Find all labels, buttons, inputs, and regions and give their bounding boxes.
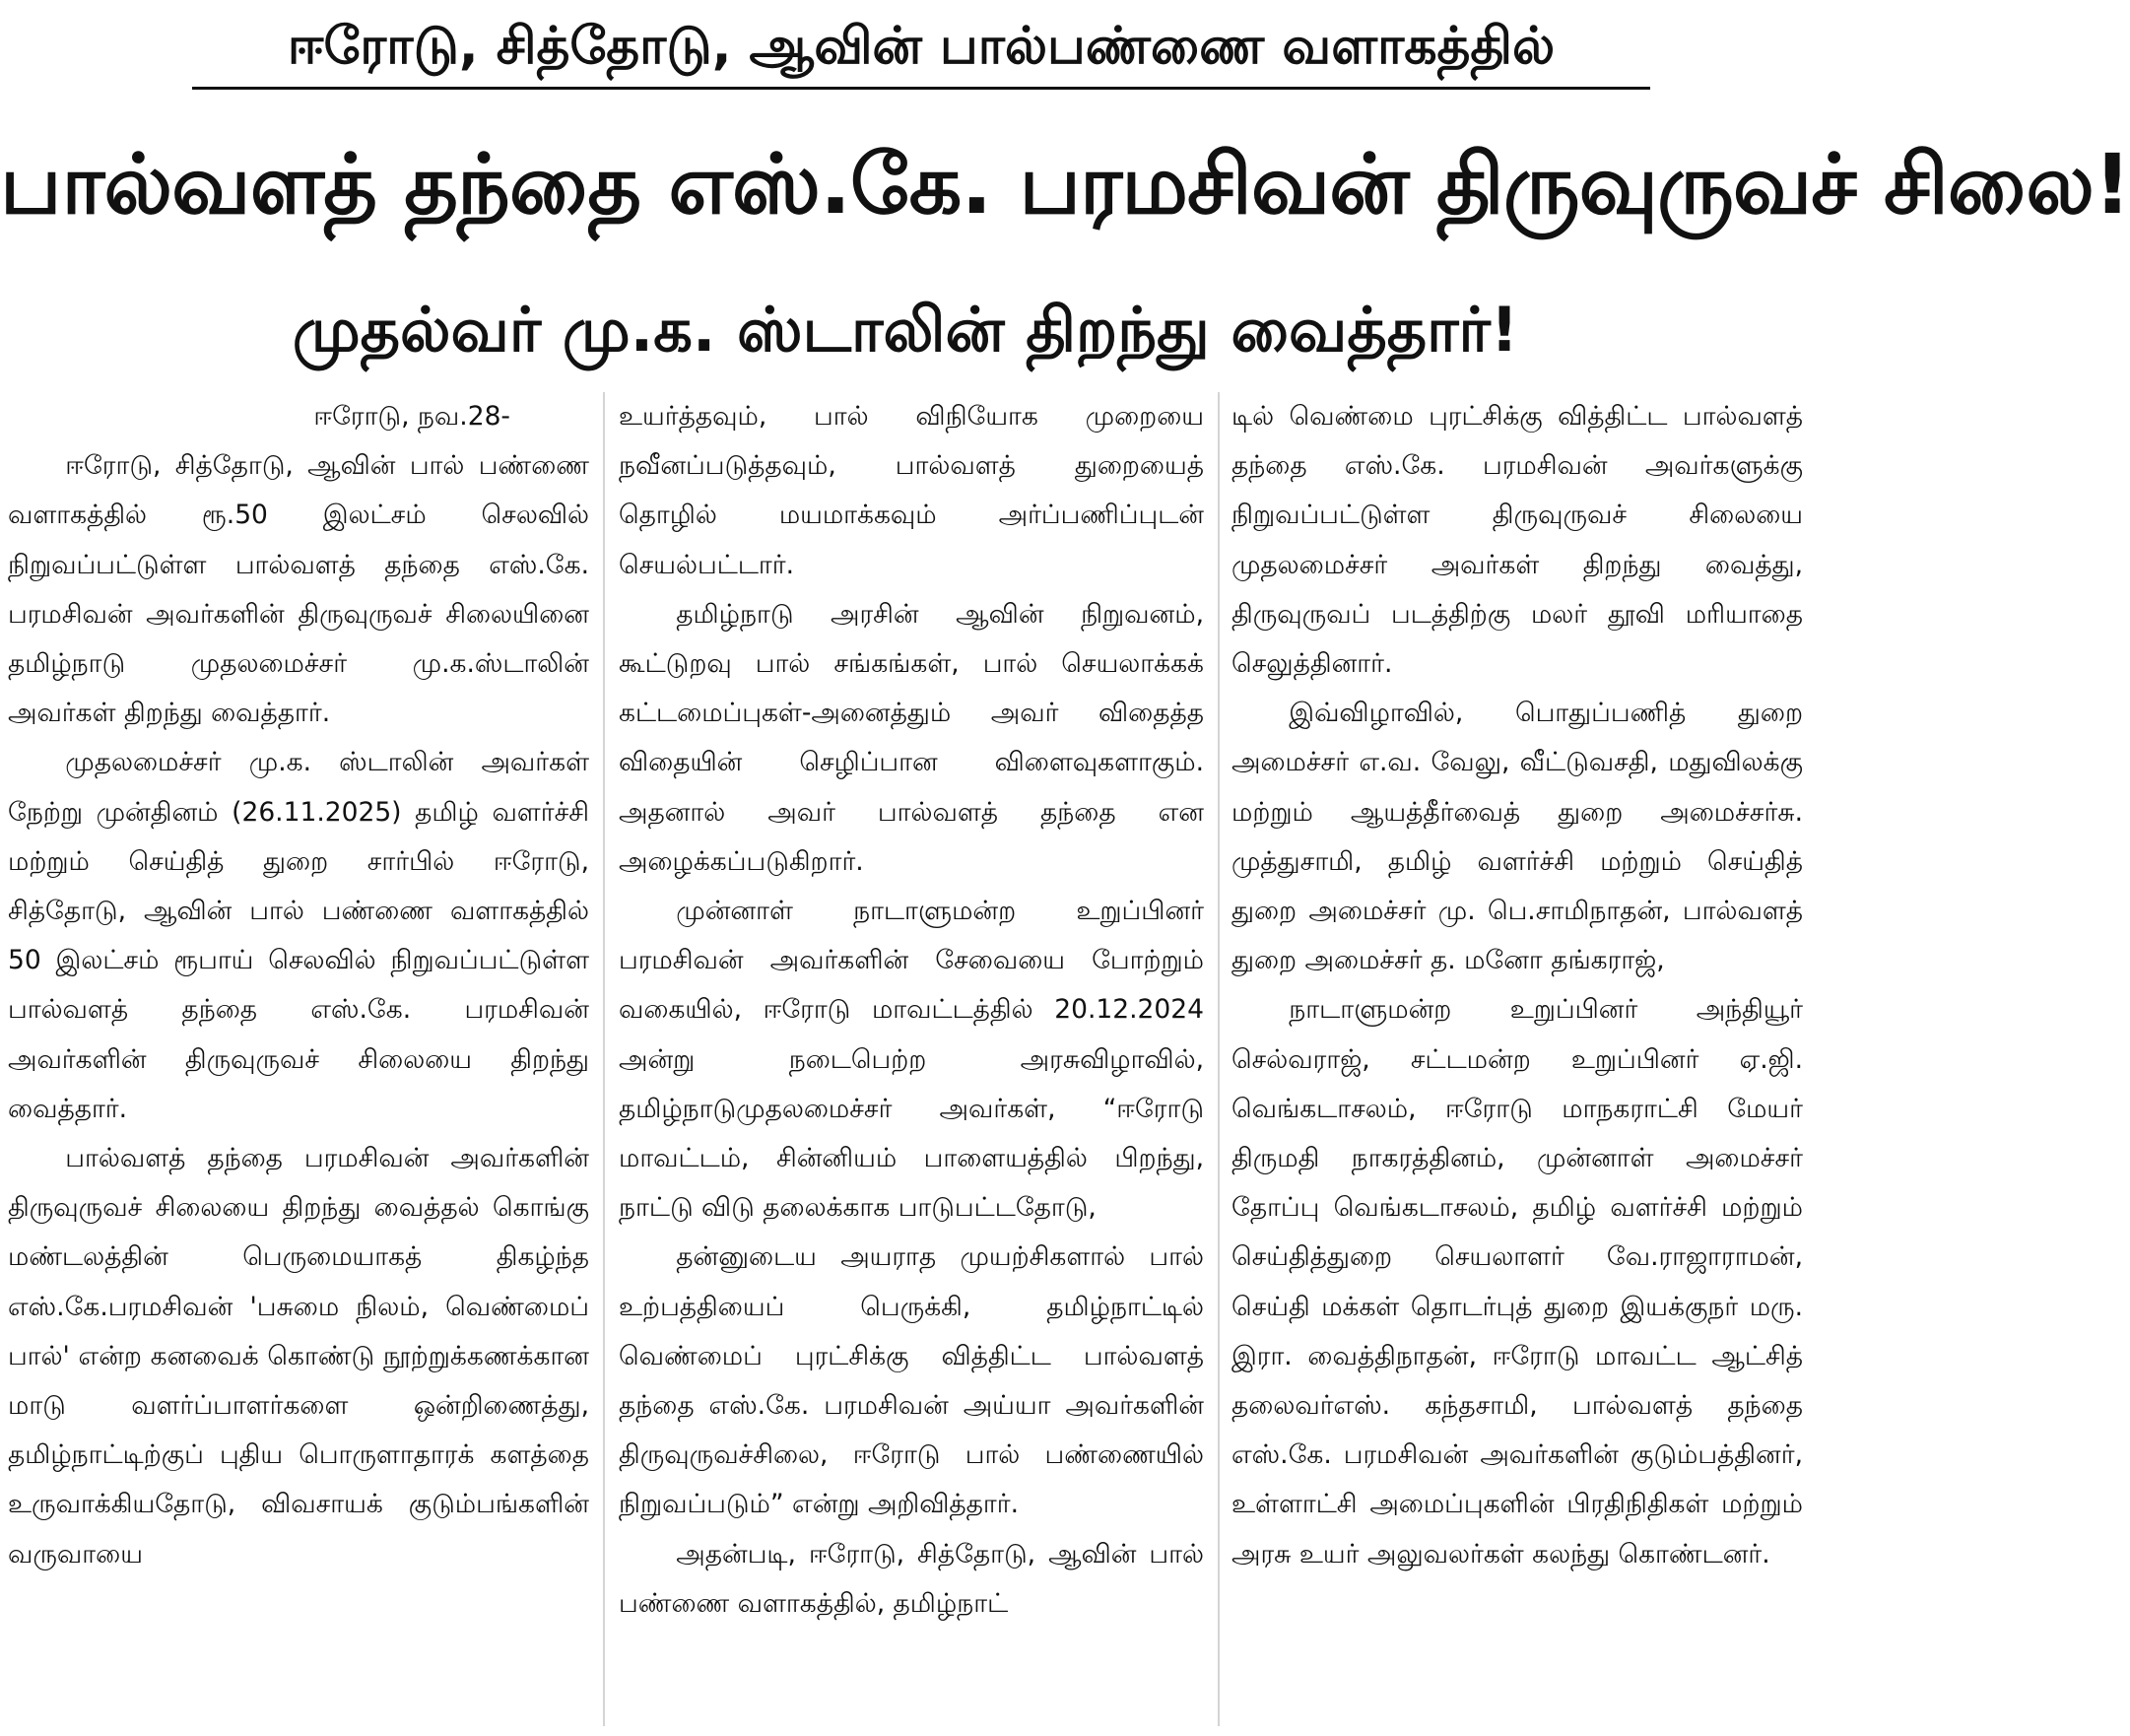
paragraph: தமிழ்நாடு அரசின் ஆவின் நிறுவனம், கூட்டுறவு பால் சங்கங்கள், பால் செயலாக்கக் கட்டமைப்புகள்-அனைத்தும் அவர் விதைத்த விதையின் செழிப்பான விளைவுகளாகும். அதனால் அவர் பால்வளத் தந்தை என அழைக்கப்படுகிறார். [619, 598, 1204, 877]
column-divider [1218, 392, 1220, 1726]
paragraph: முன்னாள் நாடாளுமன்ற உறுப்பினர் பரமசிவன் அவர்களின் சேவையை போற்றும் வகையில், ஈரோடு மாவட்டத்தில் 20.12.2024 அன்று நடைபெற்ற அரசுவிழாவில், தமிழ்நாடுமுதலமைச்சர் அவர்கள், “ஈரோடு மாவட்டம், சின்னியம் பாளையத்தில் பிறந்து, நாட்டு விடு தலைக்காக பாடுபட்டதோடு, [619, 896, 1204, 1224]
paragraph: உயர்த்தவும், பால் விநியோக முறையை நவீனப்படுத்தவும், பால்வளத் துறையைத் தொழில் மயமாக்கவும் அர்ப்பணிப்புடன் செயல்பட்டார். [619, 401, 1204, 580]
dateline: ஈரோடு, நவ.28- [313, 401, 510, 432]
paragraph: பால்வளத் தந்தை பரமசிவன் அவர்களின் திருவுருவச் சிலையை திறந்து வைத்தல் கொங்கு மண்டலத்தின் பெருமையாகத் திகழ்ந்த எஸ்.கே.பரமசிவன் 'பசுமை நிலம், வெண்மைப் பால்' என்ற கனவைக் கொண்டு நூற்றுக்கணக்கான மாடு வளர்ப்பாளர்களை ஒன்றிணைத்து, தமிழ்நாட்டிற்குப் புதிய பொருளாதாரக் களத்தை உருவாக்கியதோடு, விவசாயக் குடும்பங்களின் வருவாயை [8, 1143, 589, 1569]
paragraph: டில் வெண்மை புரட்சிக்கு வித்திட்ட பால்வளத் தந்தை எஸ்.கே. பரமசிவன் அவர்களுக்கு நிறுவப்பட்டுள்ள திருவுருவச் சிலையை முதலமைச்சர் அவர்கள் திறந்து வைத்து, திருவுருவப் படத்திற்கு மலர் தூவி மரியாதை செலுத்தினார். [1231, 401, 1803, 680]
column-divider [603, 392, 605, 1726]
subheadline: முதல்வர் மு.க. ஸ்டாலின் திறந்து வைத்தார்! [292, 294, 1519, 366]
article-column-1 [8, 392, 589, 1726]
paragraph: நாடாளுமன்ற உறுப்பினர் அந்தியூர் செல்வராஜ், சட்டமன்ற உறுப்பினர் ஏ.ஜி. வெங்கடாசலம், ஈரோடு மாநகராட்சி மேயர் திருமதி நாகரத்தினம், முன்னாள் அமைச்சர் தோப்பு வெங்கடாசலம், தமிழ் வளர்ச்சி மற்றும் செய்தித்துறை செயலாளர் வே.ராஜாராமன், செய்தி மக்கள் தொடர்புத் துறை இயக்குநர் மரு. இரா. வைத்திநாதன், ஈரோடு மாவட்ட ஆட்சித் தலைவர்எஸ். கந்தசாமி, பால்வளத் தந்தை எஸ்.கே. பரமசிவன் அவர்களின் குடும்பத்தினர், உள்ளாட்சி அமைப்புகளின் பிரதிநிதிகள் மற்றும் அரசு உயர் அலுவலர்கள் கலந்து கொண்டனர். [1231, 994, 1803, 1569]
paragraph: ஈரோடு, சித்தோடு, ஆவின் பால் பண்ணை வளாகத்தில் ரூ.50 இலட்சம் செலவில் நிறுவப்பட்டுள்ள பால்வளத் தந்தை எஸ்.கே. பரமசிவன் அவர்களின் திருவுருவச் சிலையினை தமிழ்நாடு முதலமைச்சர் மு.க.ஸ்டாலின் அவர்கள் திறந்து வைத்தார். [8, 450, 589, 729]
headline: பால்வளத் தந்தை எஸ்.கே. பரமசிவன் திருவுருவச் சிலை! [0, 136, 2130, 233]
article-column-3 [1231, 392, 1803, 1726]
kicker-line: ஈரோடு, சித்தோடு, ஆவின் பால்பண்ணை வளாகத்தில் [287, 17, 1556, 76]
article-column-2 [619, 392, 1204, 1726]
paragraph: முதலமைச்சர் மு.க. ஸ்டாலின் அவர்கள் நேற்று முன்தினம் (26.11.2025) தமிழ் வளர்ச்சி மற்றும் செய்தித் துறை சார்பில் ஈரோடு, சித்தோடு, ஆவின் பால் பண்ணை வளாகத்தில் 50 இலட்சம் ரூபாய் செலவில் நிறுவப்பட்டுள்ள பால்வளத் தந்தை எஸ்.கே. பரமசிவன் அவர்களின் திருவுருவச் சிலையை திறந்து வைத்தார். [8, 747, 589, 1124]
paragraph: தன்னுடைய அயராத முயற்சிகளால் பால் உற்பத்தியைப் பெருக்கி, தமிழ்நாட்டில் வெண்மைப் புரட்சிக்கு வித்திட்ட பால்வளத் தந்தை எஸ்.கே. பரமசிவன் அய்யா அவர்களின் திருவுருவச்சிலை, ஈரோடு பால் பண்ணையில் நிறுவப்படும்” என்று அறிவித்தார். [619, 1241, 1204, 1520]
paragraph: அதன்படி, ஈரோடு, சித்தோடு, ஆவின் பால் பண்ணை வளாகத்தில், தமிழ்நாட் [619, 1538, 1204, 1619]
kicker-underline [192, 87, 1650, 90]
paragraph: இவ்விழாவில், பொதுப்பணித் துறை அமைச்சர் எ.வ. வேலு, வீட்டுவசதி, மதுவிலக்கு மற்றும் ஆயத்தீர்வைத் துறை அமைச்சர்சு. முத்துசாமி, தமிழ் வளர்ச்சி மற்றும் செய்தித் துறை அமைச்சர் மு. பெ.சாமிநாதன், பால்வளத் துறை அமைச்சர் த. மனோ தங்கராஜ், [1231, 698, 1803, 976]
